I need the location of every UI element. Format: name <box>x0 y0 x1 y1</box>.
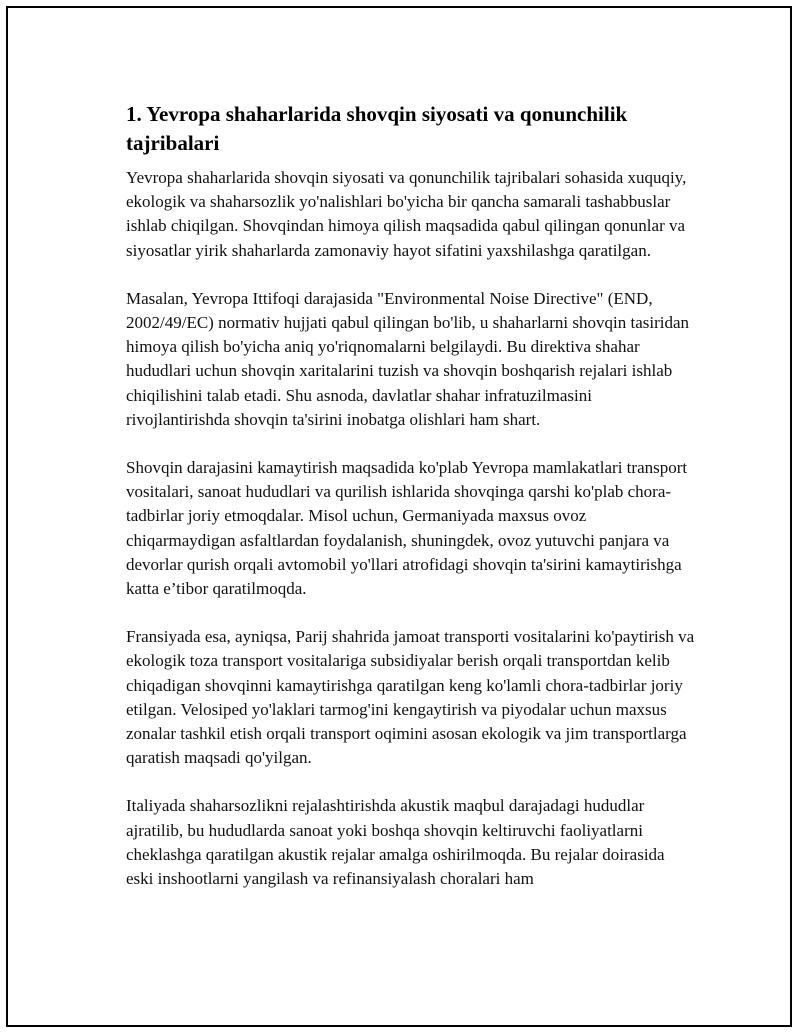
section-heading: 1. Yevropa shaharlarida shovqin siyosati va qonunchilik tajribalari <box>126 102 628 155</box>
paragraph-italy: Italiyada shaharsozlikni rejalashtirishda akustik maqbul darajadagi hududlar ajratilib, bu hududlarda sanoat yoki boshqa shovqin keltiruvchi faoliyatlarni cheklashga qaratilgan akustik rejalar amalga oshirilmoqda. Bu rejalar doirasida eski inshootlarni yangilash va refinansiyalash choralari ham <box>126 796 665 889</box>
paragraph-eu-directive: Masalan, Yevropa Ittifoqi darajasida "Environmental Noise Directive" (END, 2002/49/EC) normativ hujjati qabul qilingan bo'lib, u shaharlarni shovqin tasiridan himoya qilish bo'yicha aniq yo'riqnomalarni belgilaydi. Bu direktiva shahar hududlari uchun shovqin xaritalarini tuzish va shovqin boshqarish rejalari ishlab chiqilishini talab etadi. Shu asnoda, davlatlar shahar infratuzilmasini rivojlantirishda shovqin ta'sirini inobatga olishlari ham shart. <box>126 288 690 429</box>
paragraph-germany: Shovqin darajasini kamaytirish maqsadida ko'plab Yevropa mamlakatlari transport vositalari, sanoat hududlari va qurilish ishlarida shovqinga qarshi ko'plab chora-tadbirlar joriy etmoqdalar. Misol uchun, Germaniyada maxsus ovoz chiqarmaydigan asfaltlardan foydalanish, shuningdek, ovoz yutuvchi panjara va devorlar qurish orqali avtomobil yo'llari atrofidagi shovqin ta'sirini kamaytirishga katta e’tibor qaratilmoqda. <box>126 458 688 599</box>
paragraph-intro: Yevropa shaharlarida shovqin siyosati va qonunchilik tajribalari sohasida xuquqiy, ekologik va shaharsozlik yo'nalishlari bo'yicha bir qancha samarali tashabbuslar ishlab chiqilgan. Shovqindan himoya qilish maqsadida qabul qilingan qonunlar va siyosatlar yirik shaharlarda zamonaviy hayot sifatini yaxshilashga qaratilgan. <box>126 168 687 260</box>
paragraph-france: Fransiyada esa, ayniqsa, Parij shahrida jamoat transporti vositalarini ko'paytirish va ekologik toza transport vositalariga subsidiyalar berish orqali transportdan kelib chiqadigan shovqinni kamaytirishga qaratilgan keng ko'lamli chora-tadbirlar joriy etilgan. Velosiped yo'laklari tarmog'ini kengaytirish va piyodalar uchun maxsus zonalar tashkil etish orqali transport oqimini asosan ekologik va jim transportlarga qaratish maqsadi qo'yilgan. <box>126 627 695 768</box>
page-frame <box>6 6 792 1027</box>
document-body <box>126 100 696 915</box>
